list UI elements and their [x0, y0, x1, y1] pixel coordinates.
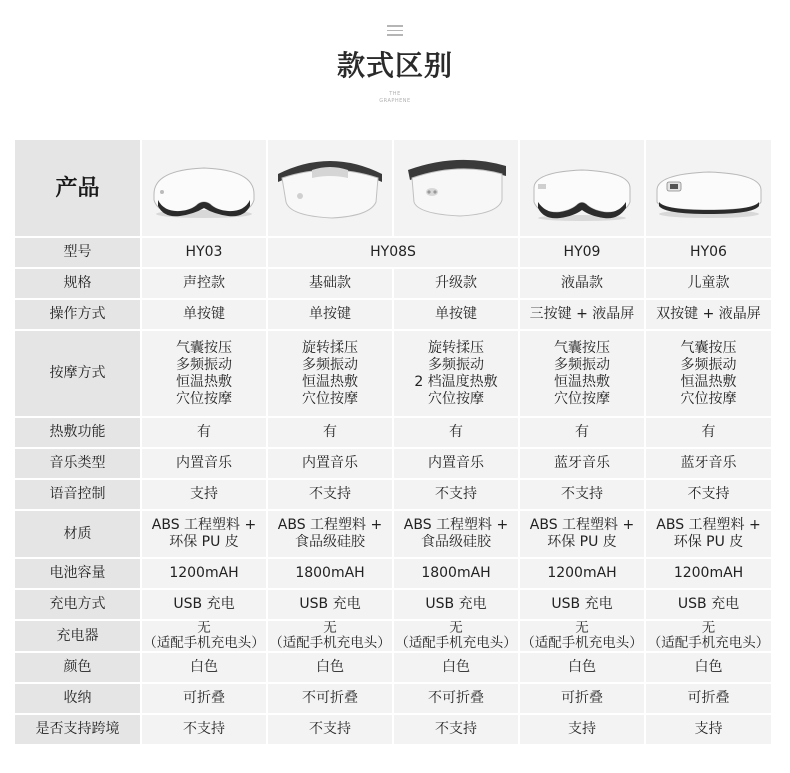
table-cell: 单按键 — [141, 299, 267, 330]
table-cell: 1200mAH — [141, 558, 267, 589]
row-label: 规格 — [14, 268, 141, 299]
table-cell: ABS 工程塑料 + 环保 PU 皮 — [141, 510, 267, 558]
table-cell: 可折叠 — [141, 683, 267, 714]
model-hy06: HY06 — [645, 237, 772, 268]
table-row — [14, 448, 772, 479]
table-cell: 有 — [267, 417, 393, 448]
table-cell: 可折叠 — [645, 683, 772, 714]
table-cell: 不支持 — [267, 479, 393, 510]
table-cell: 白色 — [267, 652, 393, 683]
table-row — [14, 683, 772, 714]
table-cell: USB 充电 — [393, 589, 519, 620]
product-image-hy09 — [519, 139, 645, 237]
table-row — [14, 330, 772, 417]
table-row — [14, 620, 772, 652]
table-row — [14, 268, 772, 299]
row-label: 充电器 — [14, 620, 141, 652]
table-cell: 白色 — [645, 652, 772, 683]
table-cell: 不支持 — [645, 479, 772, 510]
table-cell: 旋转揉压 多频振动 恒温热敷 穴位按摩 — [267, 330, 393, 417]
table-cell: 声控款 — [141, 268, 267, 299]
table-row-model — [14, 237, 772, 268]
row-label: 电池容量 — [14, 558, 141, 589]
table-cell: 内置音乐 — [141, 448, 267, 479]
table-cell: 白色 — [519, 652, 645, 683]
table-cell: 有 — [519, 417, 645, 448]
table-cell: 内置音乐 — [267, 448, 393, 479]
table-cell: 无 （适配手机充电头） — [393, 620, 519, 652]
page-subtitle-line1: THE — [389, 91, 401, 97]
table-cell: USB 充电 — [141, 589, 267, 620]
table-cell: 旋转揉压 多频振动 2 档温度热敷 穴位按摩 — [393, 330, 519, 417]
table-cell: 1200mAH — [645, 558, 772, 589]
table-cell: 白色 — [393, 652, 519, 683]
table-cell: 气囊按压 多频振动 恒温热敷 穴位按摩 — [141, 330, 267, 417]
table-cell: USB 充电 — [645, 589, 772, 620]
table-cell: 可折叠 — [519, 683, 645, 714]
table-cell: 不支持 — [393, 479, 519, 510]
table-cell: 单按键 — [393, 299, 519, 330]
table-cell: 无 （适配手机充电头） — [267, 620, 393, 652]
row-label: 热敷功能 — [14, 417, 141, 448]
row-label: 颜色 — [14, 652, 141, 683]
table-cell: 液晶款 — [519, 268, 645, 299]
row-label: 操作方式 — [14, 299, 141, 330]
table-cell: 无 （适配手机充电头） — [645, 620, 772, 652]
table-cell: 不支持 — [141, 714, 267, 745]
table-cell: 有 — [141, 417, 267, 448]
table-cell: 单按键 — [267, 299, 393, 330]
table-cell: USB 充电 — [267, 589, 393, 620]
row-label: 按摩方式 — [14, 330, 141, 417]
table-cell: ABS 工程塑料 + 食品级硅胶 — [267, 510, 393, 558]
header-label: 产品 — [14, 139, 141, 237]
menu-icon[interactable] — [387, 25, 403, 37]
table-cell: 支持 — [645, 714, 772, 745]
row-label: 语音控制 — [14, 479, 141, 510]
table-cell: 蓝牙音乐 — [519, 448, 645, 479]
table-cell: 儿童款 — [645, 268, 772, 299]
table-cell: 气囊按压 多频振动 恒温热敷 穴位按摩 — [645, 330, 772, 417]
table-row — [14, 299, 772, 330]
row-label: 充电方式 — [14, 589, 141, 620]
table-cell: 无 （适配手机充电头） — [519, 620, 645, 652]
table-cell: 白色 — [141, 652, 267, 683]
model-hy08s: HY08S — [267, 237, 519, 268]
table-cell: 不支持 — [267, 714, 393, 745]
table-cell: 蓝牙音乐 — [645, 448, 772, 479]
product-image-hy08s-upgrade — [393, 139, 519, 237]
table-row — [14, 558, 772, 589]
page-title: 款式区别 — [336, 49, 453, 82]
model-hy03: HY03 — [141, 237, 267, 268]
table-row — [14, 479, 772, 510]
table-cell: 1200mAH — [519, 558, 645, 589]
row-label: 材质 — [14, 510, 141, 558]
table-cell: 支持 — [141, 479, 267, 510]
row-label: 收纳 — [14, 683, 141, 714]
page-subtitle-line2: GRAPHENE — [379, 98, 411, 104]
table-cell: 无 （适配手机充电头） — [141, 620, 267, 652]
model-hy09: HY09 — [519, 237, 645, 268]
row-label: 是否支持跨境 — [14, 714, 141, 745]
table-cell: 三按键 + 液晶屏 — [519, 299, 645, 330]
table-row — [14, 589, 772, 620]
product-image-hy03 — [141, 139, 267, 237]
table-cell: 气囊按压 多频振动 恒温热敷 穴位按摩 — [519, 330, 645, 417]
row-label-model: 型号 — [14, 237, 141, 268]
table-cell: 不支持 — [393, 714, 519, 745]
product-image-hy08s-basic — [267, 139, 393, 237]
table-cell: 双按键 + 液晶屏 — [645, 299, 772, 330]
table-cell: 升级款 — [393, 268, 519, 299]
table-cell: 1800mAH — [393, 558, 519, 589]
table-cell: 有 — [645, 417, 772, 448]
table-cell: 不支持 — [519, 479, 645, 510]
table-cell: ABS 工程塑料 + 食品级硅胶 — [393, 510, 519, 558]
table-cell: 有 — [393, 417, 519, 448]
table-cell: 支持 — [519, 714, 645, 745]
table-row — [14, 714, 772, 745]
row-label: 音乐类型 — [14, 448, 141, 479]
table-row — [14, 417, 772, 448]
table-cell: 1800mAH — [267, 558, 393, 589]
table-cell: 不可折叠 — [267, 683, 393, 714]
table-cell: 内置音乐 — [393, 448, 519, 479]
table-cell: ABS 工程塑料 + 环保 PU 皮 — [645, 510, 772, 558]
table-row-images — [14, 139, 772, 237]
table-cell: USB 充电 — [519, 589, 645, 620]
table-row — [14, 652, 772, 683]
table-cell: ABS 工程塑料 + 环保 PU 皮 — [519, 510, 645, 558]
table-row — [14, 510, 772, 558]
table-cell: 不可折叠 — [393, 683, 519, 714]
comparison-table — [13, 138, 773, 746]
product-image-hy06 — [645, 139, 772, 237]
table-cell: 基础款 — [267, 268, 393, 299]
